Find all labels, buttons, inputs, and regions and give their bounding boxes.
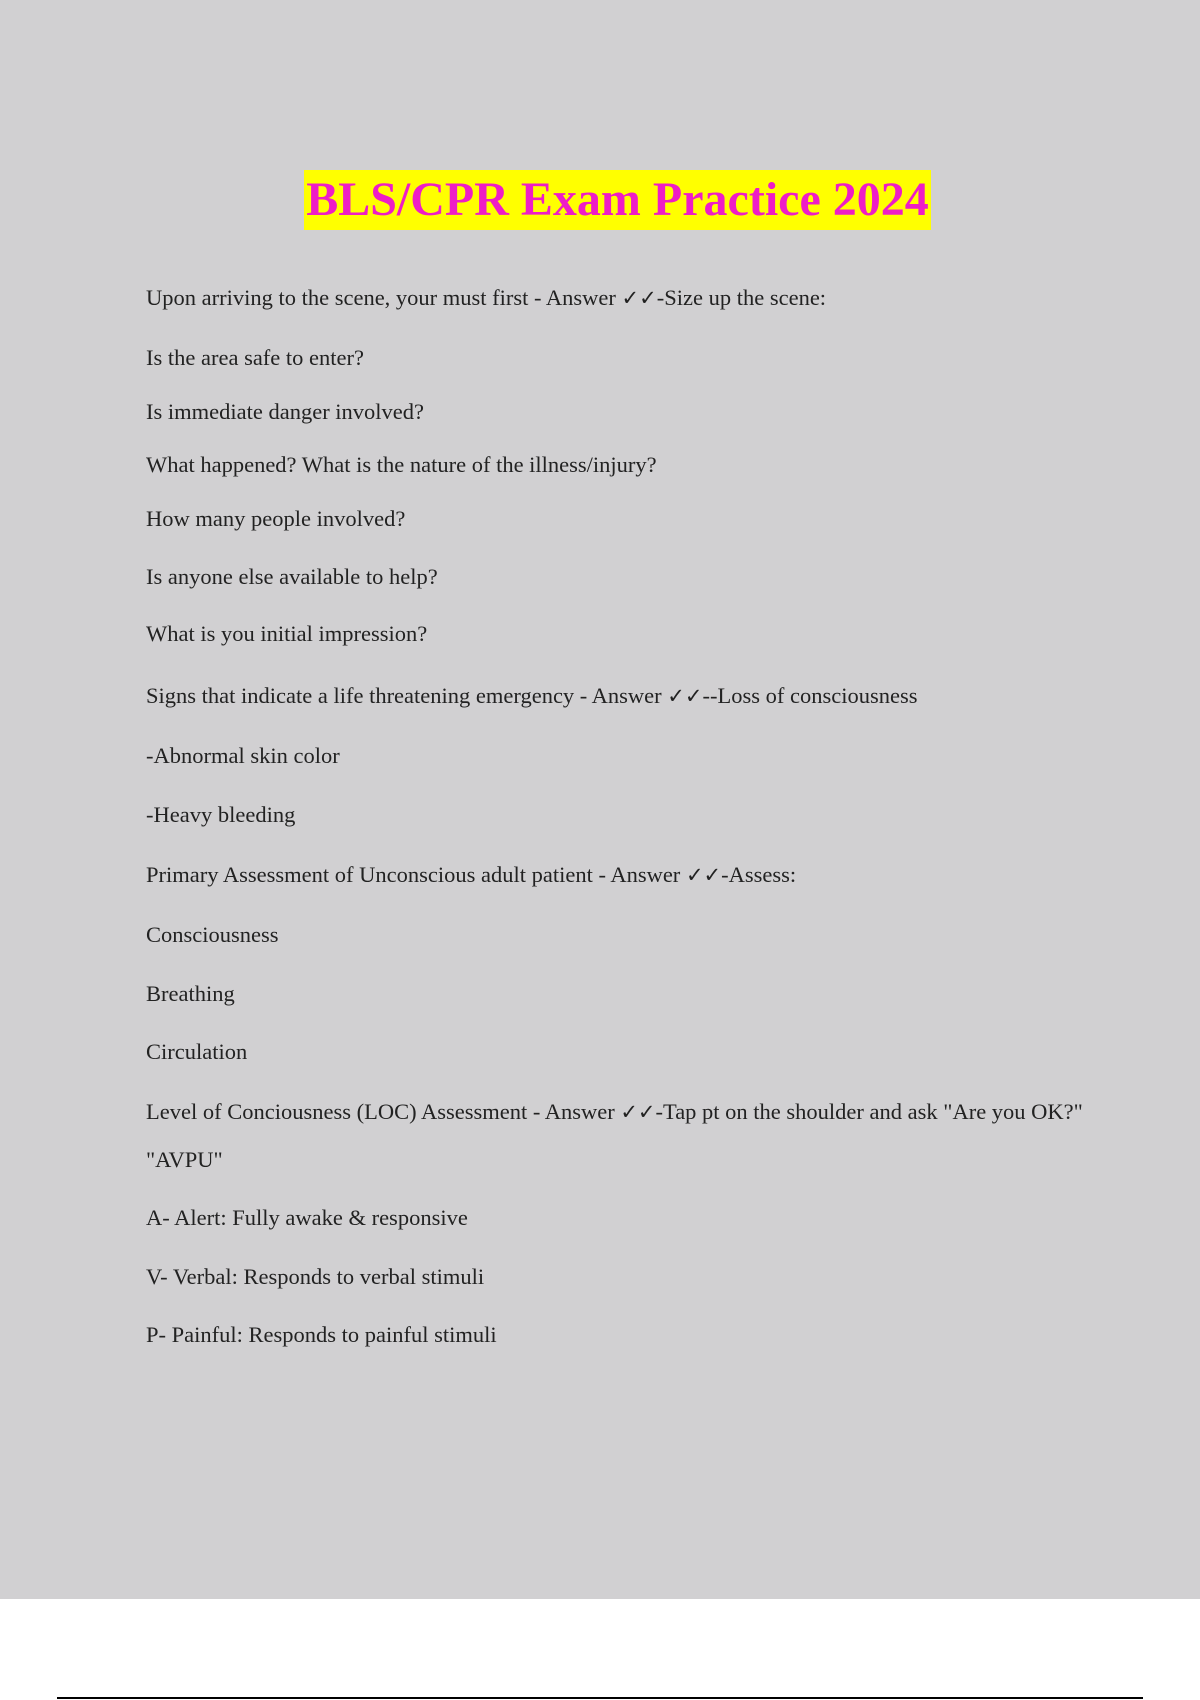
question-text: Level of Conciousness (LOC) Assessment - Answer <box>146 1099 621 1124</box>
list-item: Circulation <box>146 1039 248 1064</box>
list-item: What is you initial impression? <box>146 621 428 646</box>
answer-text: --Loss of consciousness <box>702 683 918 708</box>
list-item: -Abnormal skin color <box>146 743 340 768</box>
list-item: A- Alert: Fully awake & responsive <box>146 1205 468 1230</box>
answer-text: -Size up the scene: <box>656 285 827 310</box>
list-item: -Heavy bleeding <box>146 802 296 827</box>
question-scene-size-up <box>146 283 1086 313</box>
check-icon: ✓✓ <box>620 1100 656 1124</box>
question-text: Signs that indicate a life threatening emergency - Answer <box>146 683 668 708</box>
list-item: "AVPU" <box>146 1147 223 1172</box>
footer-divider <box>57 1697 1143 1699</box>
check-icon: ✓✓ <box>667 684 703 708</box>
question-text: Primary Assessment of Unconscious adult patient - Answer <box>146 862 686 887</box>
list-item: Is immediate danger involved? <box>146 399 425 424</box>
answer-text: -Tap pt on the shoulder and ask "Are you OK?" <box>655 1099 1083 1124</box>
list-item: What happened? What is the nature of the illness/injury? <box>146 452 657 477</box>
list-item: Consciousness <box>146 922 279 947</box>
title-container <box>0 170 1200 230</box>
question-text: Upon arriving to the scene, your must first - Answer <box>146 285 622 310</box>
list-item: V- Verbal: Responds to verbal stimuli <box>146 1264 485 1289</box>
document-title: BLS/CPR Exam Practice 2024 <box>304 170 931 230</box>
list-item: Is anyone else available to help? <box>146 564 438 589</box>
document-body <box>146 283 1086 1350</box>
question-life-threatening <box>146 681 1086 711</box>
check-icon: ✓✓ <box>685 863 722 887</box>
list-item: How many people involved? <box>146 506 406 531</box>
question-loc-assessment <box>146 1089 1086 1135</box>
list-item: P- Painful: Responds to painful stimuli <box>146 1322 497 1347</box>
check-icon: ✓✓ <box>621 286 657 310</box>
question-primary-assessment <box>146 860 1086 890</box>
list-item: Breathing <box>146 981 235 1006</box>
list-item: Is the area safe to enter? <box>146 345 364 370</box>
answer-text: -Assess: <box>721 862 797 887</box>
